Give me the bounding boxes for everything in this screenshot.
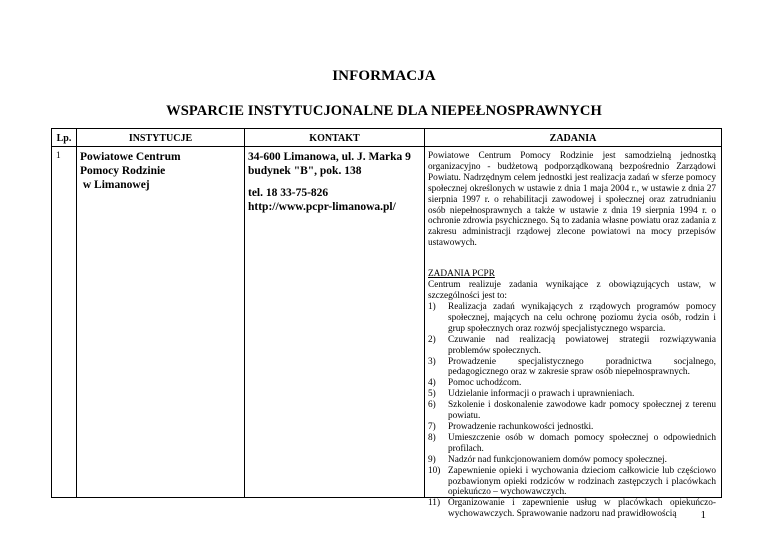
task-text: Zapewnienie opieki i wychowania dzieciom całkowicie lub częściowo pozbawionym opieki rodziców w rodzinach zastępczych i placówkach opiekuńczo – wychowawczych. xyxy=(448,465,716,498)
task-text: Pomoc uchodźcom. xyxy=(448,378,522,389)
task-number: 6) xyxy=(428,400,436,411)
institution-name: Powiatowe Centrum Pomocy Rodzinie w Limanowej xyxy=(80,151,181,191)
task-text: Szkolenie i doskonalenie zawodowe kadr pomocy społecznej z terenu powiatu. xyxy=(448,400,716,422)
task-text: Prowadzenie specjalistycznego poradnictwa socjalnego, pedagogicznego oraz w zakresie spraw osób niepełnosprawnych. xyxy=(448,356,716,378)
header-contact: KONTAKT xyxy=(309,133,360,144)
task-number: 3) xyxy=(428,356,436,367)
page-number: 1 xyxy=(700,509,706,521)
task-item xyxy=(428,389,716,400)
task-item xyxy=(428,302,716,335)
task-number: 2) xyxy=(428,334,436,345)
task-text: Realizacja zadań wynikających z rządowych programów pomocy społecznej, mających na celu ochronę poziomu życia osób, rodzin i grup społecznych oraz rozwój specjalistycznego wsparcia. xyxy=(448,302,716,334)
task-item xyxy=(428,455,716,466)
task-number: 5) xyxy=(428,389,436,400)
task-number: 9) xyxy=(428,454,436,465)
tasks-heading: ZADANIA PCPR xyxy=(428,269,495,279)
table-header-border xyxy=(51,146,722,147)
task-item xyxy=(428,378,716,389)
table-left-border xyxy=(51,128,52,498)
column-divider-contact xyxy=(424,128,425,498)
tasks-list xyxy=(428,302,716,520)
table-top-border xyxy=(51,128,722,129)
contact-address: 34-600 Limanowa, ul. J. Marka 9 budynek "B", pok. 138 xyxy=(248,151,411,177)
task-text: Umieszczenie osób w domach pomocy społecznej o odpowiednich profilach. xyxy=(448,432,716,454)
task-number: 1) xyxy=(428,302,436,312)
task-text: Organizowanie i zapewnienie usług w placówkach opiekuńczo-wychowawczych. Sprawowanie nadzoru nad prawidłowością xyxy=(448,498,716,520)
column-divider-lp xyxy=(76,128,77,498)
task-item xyxy=(428,357,716,379)
document-title: INFORMACJA xyxy=(332,68,436,84)
task-item xyxy=(428,498,716,520)
task-item xyxy=(428,466,716,499)
task-item xyxy=(428,400,716,422)
task-text: Czuwanie nad realizacją powiatowej strategii rozwiązywania problemów społecznych. xyxy=(448,334,716,356)
header-tasks: ZADANIA xyxy=(549,133,597,144)
task-text: Prowadzenie rachunkowości jednostki. xyxy=(448,421,594,432)
task-number: 4) xyxy=(428,378,436,389)
table-right-border xyxy=(721,128,722,498)
header-institutions: INSTYTUCJE xyxy=(128,133,193,144)
task-item xyxy=(428,335,716,357)
task-text: Nadzór nad funkcjonowaniem domów pomocy społecznej. xyxy=(448,454,667,465)
task-text: Udzielanie informacji o prawach i uprawnieniach. xyxy=(448,389,635,400)
task-item xyxy=(428,433,716,455)
row-number: 1 xyxy=(56,151,61,161)
header-lp: Lp. xyxy=(56,133,72,144)
column-divider-institutions xyxy=(244,128,245,498)
contact-phone: tel. 18 33-75-826 xyxy=(248,187,329,199)
document-subtitle: WSPARCIE INSTYTUCJONALNE DLA NIEPEŁNOSPRAWNYCH xyxy=(166,103,602,119)
task-number: 7) xyxy=(428,421,436,432)
task-number: 8) xyxy=(428,432,436,443)
task-number: 11) xyxy=(428,498,441,509)
task-number: 10) xyxy=(428,465,441,476)
institution-description: Powiatowe Centrum Pomocy Rodzinie jest samodzielną jednostką organizacyjno - budżetową podporządkowaną bezpośrednio Zarządowi Powiatu. Nadrzędnym celem jednostki jest realizacja zadań w sferze pomocy społecznej określonych w ustawie z dnia 1 maja 2004 r., w ustawie z dnia 27 sierpnia 1997 r. o rehabilitacji zawodowej i społecznej oraz zatrudnianiu osób niepełnosprawnych a także w ustawie z dnia 19 sierpnia 1994 r. o ochronie zdrowia psychicznego. Są to zadania własne powiatu oraz zadania z zakresu administracji rządowej zlecone powiatowi na mocy przepisów ustawowych. xyxy=(428,151,716,249)
tasks-intro: Centrum realizuje zadania wynikające z obowiązujących ustaw, w szczególności jest to: xyxy=(428,280,716,301)
task-item xyxy=(428,422,716,433)
contact-website[interactable]: http://www.pcpr-limanowa.pl/ xyxy=(248,201,396,213)
